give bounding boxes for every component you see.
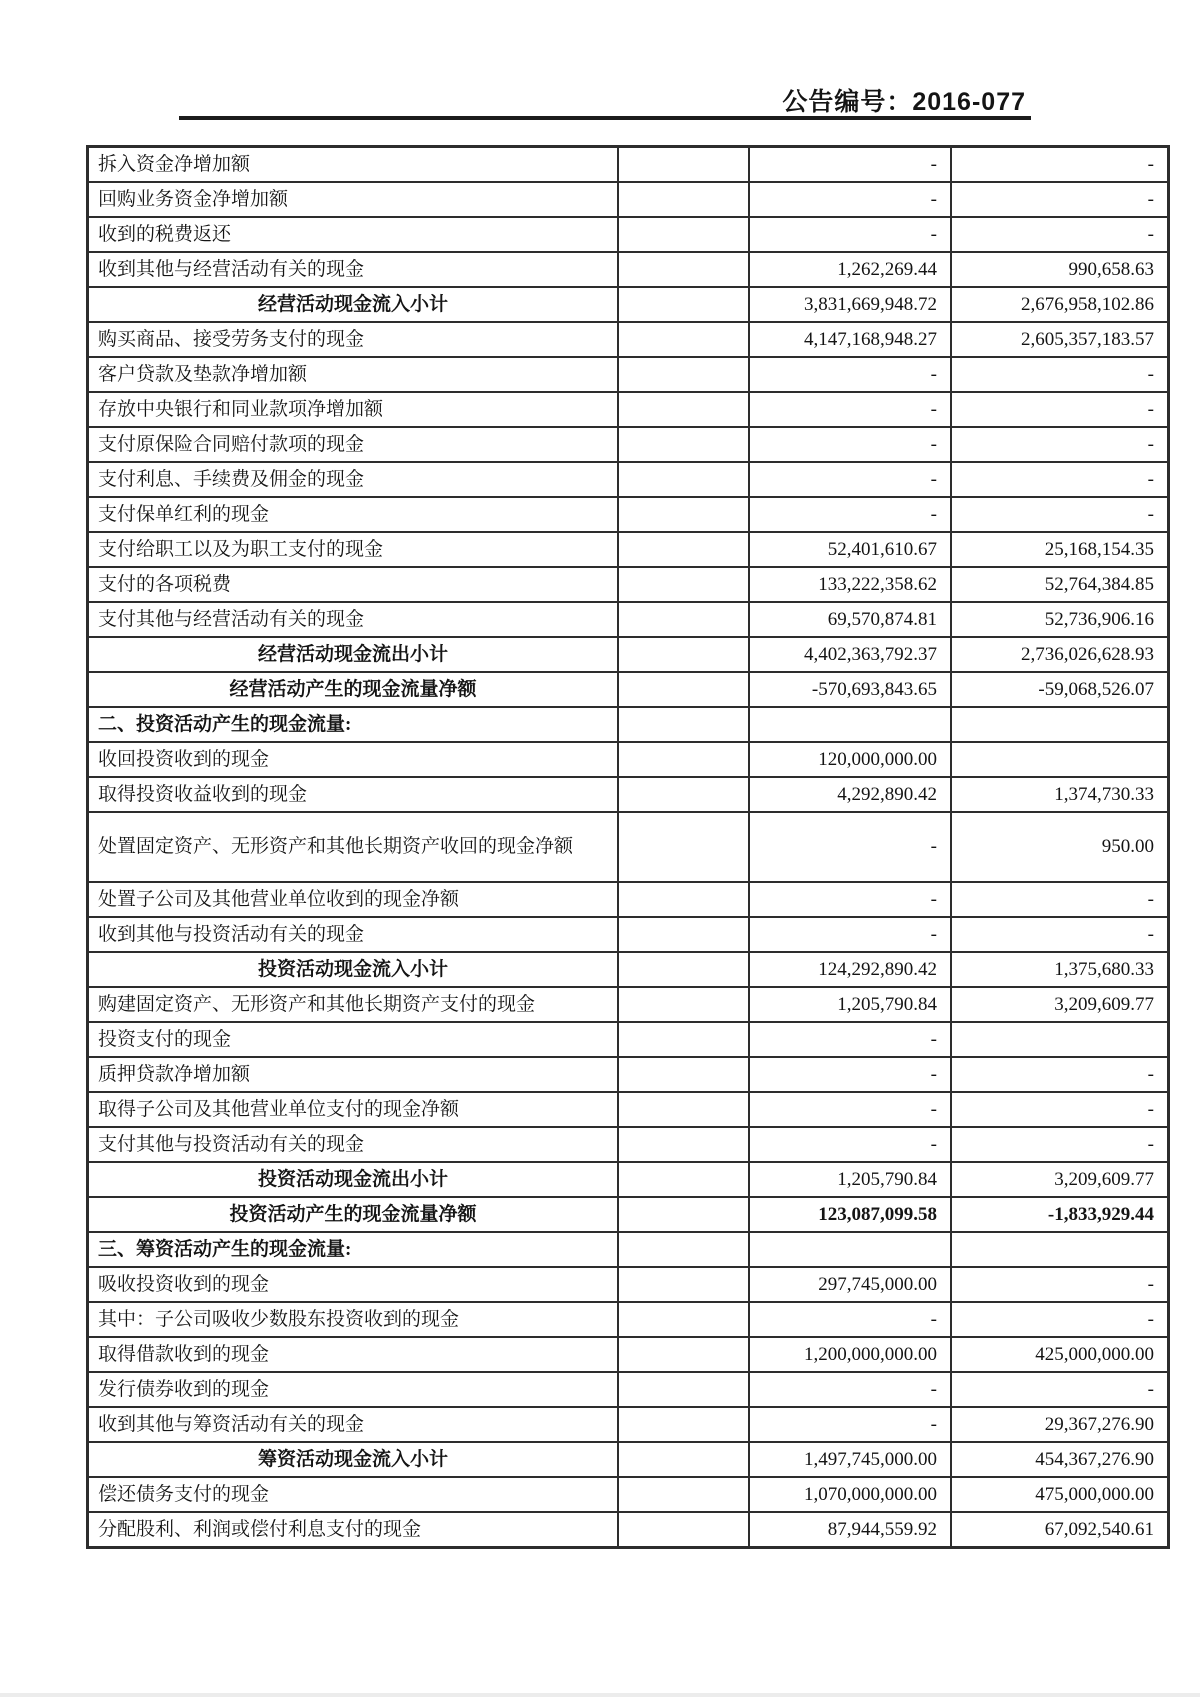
row-label-cell: 支付利息、手续费及佣金的现金 (88, 462, 619, 497)
prior-period-cell: 475,000,000.00 (951, 1477, 1169, 1512)
current-period-cell: - (749, 1372, 951, 1407)
blank-cell (618, 567, 749, 602)
current-period-cell: 1,205,790.84 (749, 1162, 951, 1197)
blank-cell (618, 1477, 749, 1512)
row-label-cell: 支付保单红利的现金 (88, 497, 619, 532)
row-label-cell: 购买商品、接受劳务支付的现金 (88, 322, 619, 357)
row-label-cell: 质押贷款净增加额 (88, 1057, 619, 1092)
blank-cell (618, 1442, 749, 1477)
current-period-cell: 1,200,000,000.00 (749, 1337, 951, 1372)
table-row (88, 742, 1169, 777)
row-label-cell: 投资活动现金流入小计 (88, 952, 619, 987)
current-period-cell: - (749, 217, 951, 252)
row-label-cell: 处置固定资产、无形资产和其他长期资产收回的现金净额 (88, 812, 619, 882)
blank-cell (618, 1022, 749, 1057)
prior-period-cell: - (951, 392, 1169, 427)
blank-cell (618, 322, 749, 357)
prior-period-cell: - (951, 1267, 1169, 1302)
page-bottom-edge (0, 1693, 1200, 1697)
table-row (88, 602, 1169, 637)
blank-cell (618, 1057, 749, 1092)
table-row (88, 1512, 1169, 1548)
blank-cell (618, 812, 749, 882)
prior-period-cell (951, 1022, 1169, 1057)
current-period-cell: - (749, 1407, 951, 1442)
current-period-cell: - (749, 1057, 951, 1092)
row-label-cell: 收到其他与投资活动有关的现金 (88, 917, 619, 952)
blank-cell (618, 217, 749, 252)
blank-cell (618, 1197, 749, 1232)
table-row (88, 567, 1169, 602)
row-label-cell: 经营活动现金流出小计 (88, 637, 619, 672)
blank-cell (618, 952, 749, 987)
current-period-cell: - (749, 1022, 951, 1057)
current-period-cell: 297,745,000.00 (749, 1267, 951, 1302)
table-row (88, 882, 1169, 917)
table-row (88, 637, 1169, 672)
prior-period-cell: - (951, 217, 1169, 252)
row-label-cell: 支付原保险合同赔付款项的现金 (88, 427, 619, 462)
table-row (88, 427, 1169, 462)
prior-period-cell: 3,209,609.77 (951, 1162, 1169, 1197)
prior-period-cell: - (951, 1372, 1169, 1407)
row-label-cell: 收到的税费返还 (88, 217, 619, 252)
current-period-cell: 133,222,358.62 (749, 567, 951, 602)
blank-cell (618, 1302, 749, 1337)
row-label-cell: 收到其他与经营活动有关的现金 (88, 252, 619, 287)
blank-cell (618, 917, 749, 952)
current-period-cell: 4,292,890.42 (749, 777, 951, 812)
table-row (88, 217, 1169, 252)
row-label-cell: 取得子公司及其他营业单位支付的现金净额 (88, 1092, 619, 1127)
prior-period-cell: 52,736,906.16 (951, 602, 1169, 637)
row-label-cell: 收到其他与筹资活动有关的现金 (88, 1407, 619, 1442)
cash-flow-table-body (88, 147, 1169, 1548)
current-period-cell: 120,000,000.00 (749, 742, 951, 777)
prior-period-cell: 2,736,026,628.93 (951, 637, 1169, 672)
prior-period-cell (951, 1232, 1169, 1267)
prior-period-cell (951, 742, 1169, 777)
cash-flow-statement-table (86, 145, 1170, 1549)
row-label-cell: 取得借款收到的现金 (88, 1337, 619, 1372)
prior-period-cell: - (951, 1127, 1169, 1162)
current-period-cell: 123,087,099.58 (749, 1197, 951, 1232)
blank-cell (618, 392, 749, 427)
prior-period-cell: - (951, 917, 1169, 952)
table-row (88, 1092, 1169, 1127)
current-period-cell: - (749, 917, 951, 952)
table-row (88, 1337, 1169, 1372)
table-row (88, 1162, 1169, 1197)
blank-cell (618, 287, 749, 322)
blank-cell (618, 1337, 749, 1372)
table-row (88, 1232, 1169, 1267)
blank-cell (618, 1512, 749, 1548)
current-period-cell: 124,292,890.42 (749, 952, 951, 987)
blank-cell (618, 1092, 749, 1127)
table-row (88, 392, 1169, 427)
table-row (88, 1267, 1169, 1302)
current-period-cell: - (749, 882, 951, 917)
row-label-cell: 支付的各项税费 (88, 567, 619, 602)
prior-period-cell: - (951, 147, 1169, 183)
blank-cell (618, 602, 749, 637)
row-label-cell: 筹资活动现金流入小计 (88, 1442, 619, 1477)
row-label-cell: 存放中央银行和同业款项净增加额 (88, 392, 619, 427)
announcement-number: 公告编号：2016-077 (782, 88, 1026, 116)
row-label-cell: 支付其他与经营活动有关的现金 (88, 602, 619, 637)
row-label-cell: 投资活动产生的现金流量净额 (88, 1197, 619, 1232)
prior-period-cell: 29,367,276.90 (951, 1407, 1169, 1442)
table-row (88, 147, 1169, 183)
prior-period-cell: 25,168,154.35 (951, 532, 1169, 567)
blank-cell (618, 777, 749, 812)
table-row (88, 532, 1169, 567)
prior-period-cell: - (951, 357, 1169, 392)
prior-period-cell: 990,658.63 (951, 252, 1169, 287)
current-period-cell: -570,693,843.65 (749, 672, 951, 707)
table-row (88, 812, 1169, 882)
blank-cell (618, 252, 749, 287)
current-period-cell (749, 1232, 951, 1267)
table-row (88, 777, 1169, 812)
table-row (88, 1407, 1169, 1442)
table-row (88, 987, 1169, 1022)
row-label-cell: 其中：子公司吸收少数股东投资收到的现金 (88, 1302, 619, 1337)
table-row (88, 1372, 1169, 1407)
row-label-cell: 支付其他与投资活动有关的现金 (88, 1127, 619, 1162)
current-period-cell: - (749, 1127, 951, 1162)
prior-period-cell: - (951, 1057, 1169, 1092)
current-period-cell: 1,205,790.84 (749, 987, 951, 1022)
current-period-cell: - (749, 1092, 951, 1127)
prior-period-cell: -59,068,526.07 (951, 672, 1169, 707)
prior-period-cell: - (951, 427, 1169, 462)
prior-period-cell: 52,764,384.85 (951, 567, 1169, 602)
table-row (88, 462, 1169, 497)
blank-cell (618, 357, 749, 392)
prior-period-cell: - (951, 462, 1169, 497)
row-label-cell: 投资活动现金流出小计 (88, 1162, 619, 1197)
table-row (88, 1022, 1169, 1057)
current-period-cell: - (749, 427, 951, 462)
row-label-cell: 经营活动现金流入小计 (88, 287, 619, 322)
table-row (88, 1442, 1169, 1477)
prior-period-cell: - (951, 497, 1169, 532)
prior-period-cell: 950.00 (951, 812, 1169, 882)
current-period-cell: 87,944,559.92 (749, 1512, 951, 1548)
current-period-cell: 52,401,610.67 (749, 532, 951, 567)
prior-period-cell: 454,367,276.90 (951, 1442, 1169, 1477)
table-row (88, 1302, 1169, 1337)
row-label-cell: 购建固定资产、无形资产和其他长期资产支付的现金 (88, 987, 619, 1022)
blank-cell (618, 1162, 749, 1197)
prior-period-cell (951, 707, 1169, 742)
prior-period-cell: - (951, 182, 1169, 217)
blank-cell (618, 427, 749, 462)
prior-period-cell: 67,092,540.61 (951, 1512, 1169, 1548)
current-period-cell: - (749, 182, 951, 217)
table-row (88, 1057, 1169, 1092)
row-label-cell: 吸收投资收到的现金 (88, 1267, 619, 1302)
blank-cell (618, 672, 749, 707)
blank-cell (618, 1232, 749, 1267)
current-period-cell: - (749, 497, 951, 532)
blank-cell (618, 497, 749, 532)
current-period-cell: 4,147,168,948.27 (749, 322, 951, 357)
blank-cell (618, 462, 749, 497)
row-label-cell: 拆入资金净增加额 (88, 147, 619, 183)
prior-period-cell: 3,209,609.77 (951, 987, 1169, 1022)
table-row (88, 952, 1169, 987)
row-label-cell: 偿还债务支付的现金 (88, 1477, 619, 1512)
row-label-cell: 取得投资收益收到的现金 (88, 777, 619, 812)
current-period-cell: 4,402,363,792.37 (749, 637, 951, 672)
table-row (88, 182, 1169, 217)
current-period-cell (749, 707, 951, 742)
table-row (88, 1127, 1169, 1162)
row-label-cell: 处置子公司及其他营业单位收到的现金净额 (88, 882, 619, 917)
header-underline (179, 116, 1031, 120)
blank-cell (618, 1407, 749, 1442)
blank-cell (618, 987, 749, 1022)
blank-cell (618, 1267, 749, 1302)
table-row (88, 707, 1169, 742)
blank-cell (618, 182, 749, 217)
prior-period-cell: - (951, 1302, 1169, 1337)
table-row (88, 1197, 1169, 1232)
current-period-cell: 3,831,669,948.72 (749, 287, 951, 322)
prior-period-cell: - (951, 882, 1169, 917)
prior-period-cell: -1,833,929.44 (951, 1197, 1169, 1232)
row-label-cell: 客户贷款及垫款净增加额 (88, 357, 619, 392)
blank-cell (618, 532, 749, 567)
current-period-cell: - (749, 812, 951, 882)
blank-cell (618, 742, 749, 777)
row-label-cell: 二、投资活动产生的现金流量: (88, 707, 619, 742)
current-period-cell: - (749, 392, 951, 427)
table-row (88, 1477, 1169, 1512)
blank-cell (618, 1372, 749, 1407)
current-period-cell: - (749, 147, 951, 183)
current-period-cell: 1,262,269.44 (749, 252, 951, 287)
current-period-cell: - (749, 462, 951, 497)
blank-cell (618, 147, 749, 183)
row-label-cell: 回购业务资金净增加额 (88, 182, 619, 217)
table-row (88, 357, 1169, 392)
row-label-cell: 收回投资收到的现金 (88, 742, 619, 777)
prior-period-cell: 2,676,958,102.86 (951, 287, 1169, 322)
table-row (88, 287, 1169, 322)
row-label-cell: 发行债券收到的现金 (88, 1372, 619, 1407)
prior-period-cell: 425,000,000.00 (951, 1337, 1169, 1372)
row-label-cell: 分配股利、利润或偿付利息支付的现金 (88, 1512, 619, 1548)
row-label-cell: 三、筹资活动产生的现金流量: (88, 1232, 619, 1267)
blank-cell (618, 882, 749, 917)
row-label-cell: 投资支付的现金 (88, 1022, 619, 1057)
prior-period-cell: 1,374,730.33 (951, 777, 1169, 812)
table-row (88, 252, 1169, 287)
current-period-cell: 69,570,874.81 (749, 602, 951, 637)
current-period-cell: - (749, 357, 951, 392)
prior-period-cell: 1,375,680.33 (951, 952, 1169, 987)
current-period-cell: 1,497,745,000.00 (749, 1442, 951, 1477)
table-row (88, 497, 1169, 532)
current-period-cell: 1,070,000,000.00 (749, 1477, 951, 1512)
table-row (88, 672, 1169, 707)
blank-cell (618, 637, 749, 672)
current-period-cell: - (749, 1302, 951, 1337)
blank-cell (618, 707, 749, 742)
row-label-cell: 经营活动产生的现金流量净额 (88, 672, 619, 707)
prior-period-cell: 2,605,357,183.57 (951, 322, 1169, 357)
prior-period-cell: - (951, 1092, 1169, 1127)
blank-cell (618, 1127, 749, 1162)
table-row (88, 917, 1169, 952)
table-row (88, 322, 1169, 357)
row-label-cell: 支付给职工以及为职工支付的现金 (88, 532, 619, 567)
